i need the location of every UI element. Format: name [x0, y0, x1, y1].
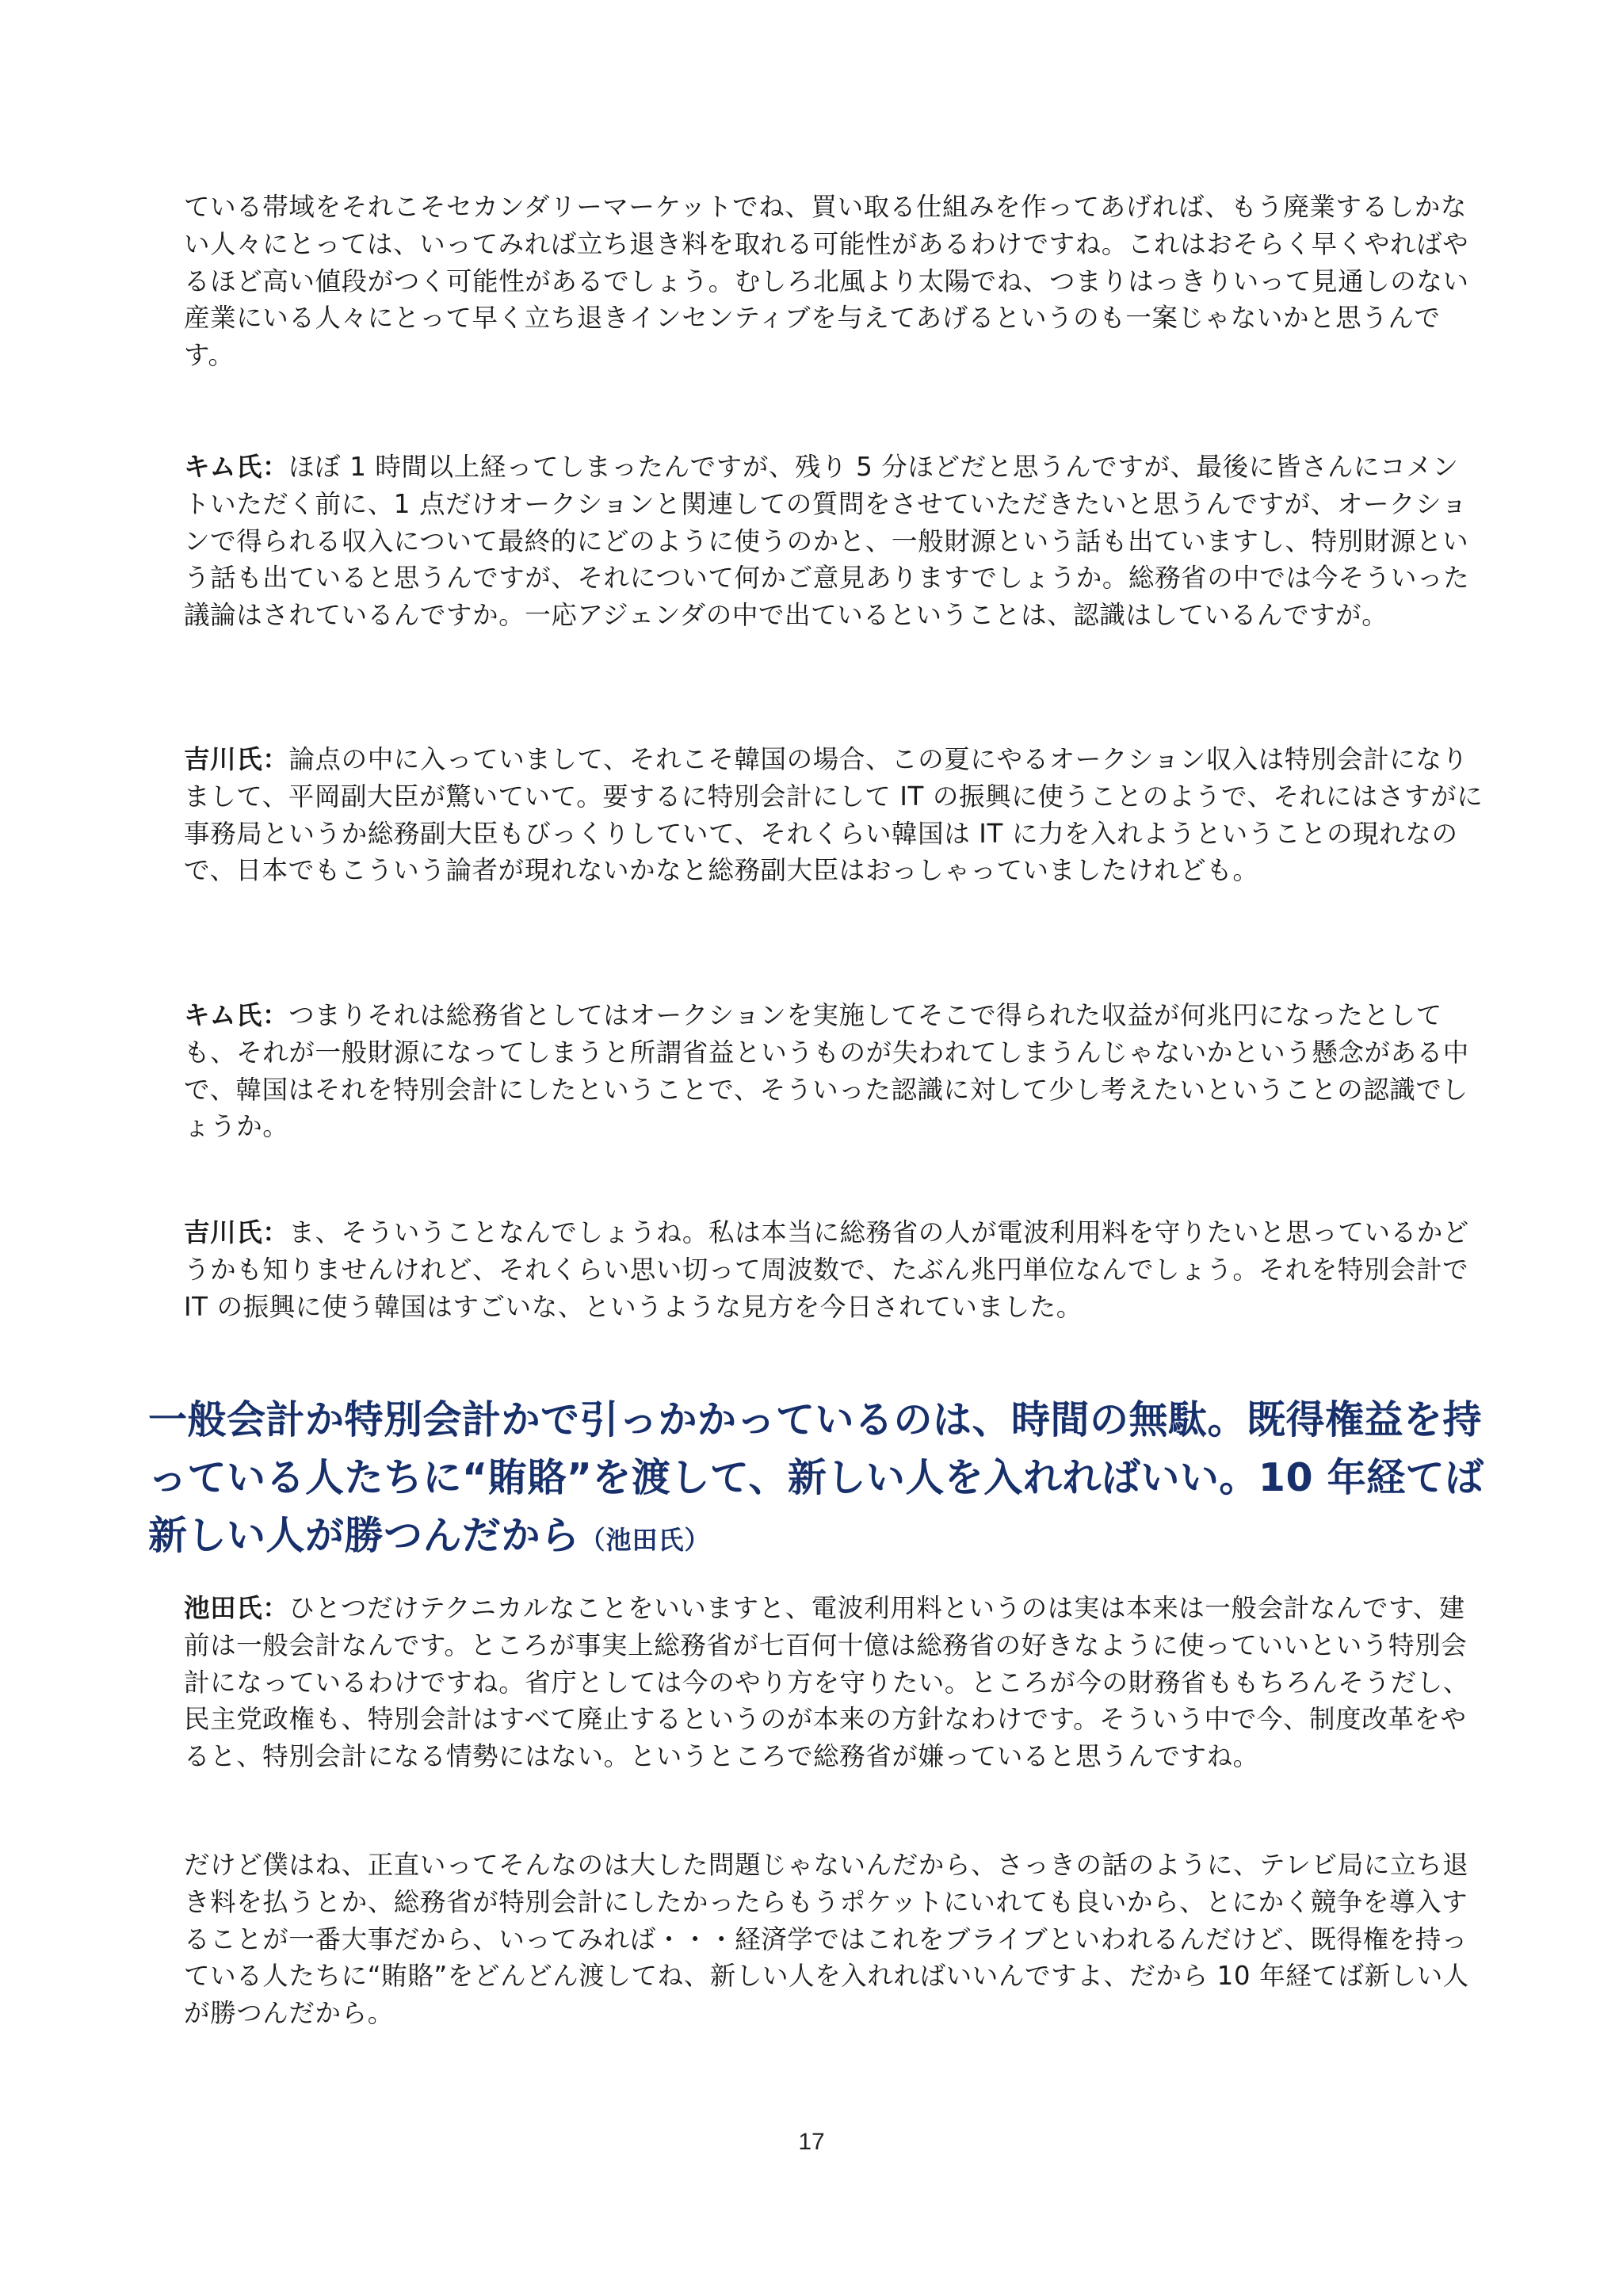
paragraph-text: だけど僕はね、正直いってそんなのは大した問題じゃないんだから、さっきの話のように、テレビ局に立ち退き料を払うとか、総務省が特別会計にしたかったらもうポケットにいれても良いから、とにかく競争を導入することが一番大事だから、いってみれば・・・経済学ではこれをブライブといわれるんだけど、既得権を持っている人たちに“賄賂”をどんどん渡してね、新しい人を入れればいいんですよ、だから 10 年経てば新しい人が勝つんだから。: [184, 1850, 1469, 2029]
paragraph-ikeda-1: [184, 1590, 1484, 1775]
speaker-label: キム氏：: [184, 1000, 289, 1030]
page-number: 17: [798, 2129, 825, 2155]
section-heading-speaker-tag: （池田氏）: [579, 1525, 711, 1555]
speaker-label: キム氏：: [184, 452, 289, 482]
paragraph-text: 論点の中に入っていまして、それこそ韓国の場合、この夏にやるオークション収入は特別会計になりまして、平岡副大臣が驚いていて。要するに特別会計にして IT の振興に使うことのようで、それにはさすがに事務局というか総務副大臣もびっくりしていて、それくらい韓国は IT に力を入れようということの現れなので、日本でもこういう論者が現れないかなと総務副大臣はおっしゃっていましたけれども。: [184, 744, 1484, 886]
paragraph-yoshikawa-2: [184, 1214, 1484, 1325]
paragraph-text: つまりそれは総務省としてはオークションを実施してそこで得られた収益が何兆円になったとしても、それが一般財源になってしまうと所謂省益というものが失われてしまうんじゃないかという懸念がある中で、韓国はそれを特別会計にしたということで、そういった認識に対して少し考えたいということの認識でしょうか。: [184, 1000, 1469, 1142]
paragraph-body: [184, 1590, 1484, 1775]
paragraph-body: [184, 741, 1484, 889]
paragraph-continued: [184, 189, 1484, 374]
speaker-label: 池田氏：: [184, 1593, 289, 1623]
section-heading: [148, 1391, 1511, 1569]
paragraph-ikeda-2: [184, 1847, 1484, 2032]
paragraph-kim-1: [184, 449, 1484, 634]
paragraph-text: ほぼ 1 時間以上経ってしまったんですが、残り 5 分ほどだと思うんですが、最後に皆さんにコメントいただく前に、1 点だけオークションと関連しての質問をさせていただきたいと思うんですが、オークションで得られる収入について最終的にどのように使うのかと、一般財源という話も出ていますし、特別財源という話も出ていると思うんですが、それについて何かご意見ありますでしょうか。総務省の中では今そういった議論はされているんですか。一応アジェンダの中で出ているということは、認識はしているんですが。: [184, 452, 1470, 631]
section-heading-text: 一般会計か特別会計かで引っかかっているのは、時間の無駄。既得権益を持っている人たちに“賄賂”を渡して、新しい人を入れればいい。10 年経てば新しい人が勝つんだから: [148, 1397, 1484, 1558]
paragraph-body: [184, 997, 1484, 1145]
paragraph-yoshikawa-1: [184, 741, 1484, 889]
paragraph-text: ひとつだけテクニカルなことをいいますと、電波利用料というのは実は本来は一般会計なんです、建前は一般会計なんです。ところが事実上総務省が七百何十億は総務省の好きなように使っていいという特別会計になっているわけですね。省庁としては今のやり方を守りたい。ところが今の財務省ももちろんそうだし、民主党政権も、特別会計はすべて廃止するというのが本来の方針なわけです。そういう中で今、制度改革をやると、特別会計になる情勢にはない。というところで総務省が嫌っていると思うんですね。: [184, 1593, 1469, 1772]
paragraph-body: [184, 449, 1484, 634]
paragraph-text: ている帯域をそれこそセカンダリーマーケットでね、買い取る仕組みを作ってあげれば、もう廃業するしかない人々にとっては、いってみれば立ち退き料を取れる可能性があるわけですね。これはおそらく早くやればやるほど高い値段がつく可能性があるでしょう。むしろ北風より太陽でね、つまりはっきりいって見通しのない産業にいる人々にとって早く立ち退きインセンティブを与えてあげるというのも一案じゃないかと思うんです。: [184, 192, 1469, 371]
paragraph-kim-2: [184, 997, 1484, 1145]
paragraph-text: ま、そういうことなんでしょうね。私は本当に総務省の人が電波利用料を守りたいと思っているかどうかも知りませんけれど、それくらい思い切って周波数で、たぶん兆円単位なんでしょう。それを特別会計で IT の振興に使う韓国はすごいな、というような見方を今日されていました。: [184, 1217, 1469, 1322]
speaker-label: 吉川氏：: [184, 744, 289, 774]
paragraph-body: [184, 1214, 1484, 1325]
speaker-label: 吉川氏：: [184, 1217, 289, 1247]
